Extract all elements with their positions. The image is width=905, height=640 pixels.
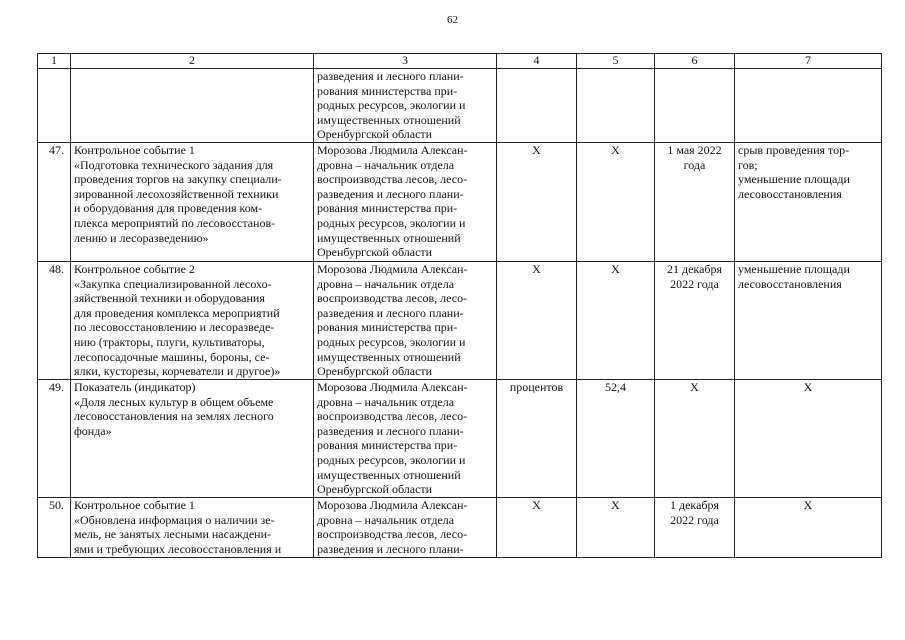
event-name: Контрольное событие 2 «Закупка специализированной лесохо- зяйственной техники и оборудования для проведения комплекса мероприятий по лесовосстановлению и лесоразведе- нию (тракторы, плуги, культиваторы, лесопосадочные машины, бороны, се- ялки, кусторезы, корчеватели и другое)» bbox=[71, 262, 314, 380]
table-row bbox=[38, 143, 882, 262]
risk-cell: Х bbox=[735, 498, 882, 558]
row-number: 50. bbox=[38, 498, 71, 558]
date-cell bbox=[655, 69, 735, 143]
column-header-4: 4 bbox=[497, 54, 577, 69]
unit-cell: Х bbox=[497, 498, 577, 558]
continuation-row bbox=[38, 69, 882, 143]
event-name: Контрольное событие 1 «Обновлена информация о наличии зе- мель, не занятых лесными насаждени- ями и требующих лесовосстановления и bbox=[71, 498, 314, 558]
header-row bbox=[38, 54, 882, 69]
date-cell: Х bbox=[655, 380, 735, 498]
date-cell: 1 мая 2022 года bbox=[655, 143, 735, 262]
plan-table bbox=[37, 53, 882, 558]
value-cell: Х bbox=[577, 143, 655, 262]
risk-cell: уменьшение площади лесовосстановления bbox=[735, 262, 882, 380]
responsible-person: Морозова Людмила Алексан- дровна – начальник отдела воспроизводства лесов, лесо- разведения и лесного плани- рования министерства при- родных ресурсов, экологии и имущественных отношений Оренбургской области bbox=[314, 380, 497, 498]
table-row bbox=[38, 262, 882, 380]
event-name: Показатель (индикатор) «Доля лесных культур в общем объеме лесовосстановления на землях лесного фонда» bbox=[71, 380, 314, 498]
value-cell: Х bbox=[577, 498, 655, 558]
risk-cell: Х bbox=[735, 380, 882, 498]
table-row bbox=[38, 380, 882, 498]
date-cell: 21 декабря 2022 года bbox=[655, 262, 735, 380]
risk-cell: срыв проведения тор- гов; уменьшение площади лесовосстановления bbox=[735, 143, 882, 262]
date-cell: 1 декабря 2022 года bbox=[655, 498, 735, 558]
responsible-person: Морозова Людмила Алексан- дровна – начальник отдела воспроизводства лесов, лесо- разведения и лесного плани- рования министерства при- родных ресурсов, экологии и имущественных отношений Оренбургской области bbox=[314, 262, 497, 380]
unit-cell: процентов bbox=[497, 380, 577, 498]
row-number: 49. bbox=[38, 380, 71, 498]
table-row bbox=[38, 498, 882, 558]
risk-cell bbox=[735, 69, 882, 143]
column-header-7: 7 bbox=[735, 54, 882, 69]
column-header-6: 6 bbox=[655, 54, 735, 69]
row-number: 48. bbox=[38, 262, 71, 380]
responsible-person: Морозова Людмила Алексан- дровна – начальник отдела воспроизводства лесов, лесо- разведения и лесного плани- bbox=[314, 498, 497, 558]
value-cell bbox=[577, 69, 655, 143]
event-name bbox=[71, 69, 314, 143]
responsible-person: Морозова Людмила Алексан- дровна – начальник отдела воспроизводства лесов, лесо- разведения и лесного плани- рования министерства при- родных ресурсов, экологии и имущественных отношений Оренбургской области bbox=[314, 143, 497, 262]
row-number bbox=[38, 69, 71, 143]
page-number: 62 bbox=[447, 14, 458, 26]
unit-cell: Х bbox=[497, 262, 577, 380]
value-cell: Х bbox=[577, 262, 655, 380]
column-header-1: 1 bbox=[38, 54, 71, 69]
unit-cell: Х bbox=[497, 143, 577, 262]
responsible-person: разведения и лесного плани- рования министерства при- родных ресурсов, экологии и имущественных отношений Оренбургской области bbox=[314, 69, 497, 143]
column-header-2: 2 bbox=[71, 54, 314, 69]
value-cell: 52,4 bbox=[577, 380, 655, 498]
row-number: 47. bbox=[38, 143, 71, 262]
column-header-5: 5 bbox=[577, 54, 655, 69]
event-name: Контрольное событие 1 «Подготовка технического задания для проведения торгов на закупку специали- зированной лесохозяйственной техники и оборудования для проведения ком- плекса мероприятий по лесовосстанов- лению и лесоразведению» bbox=[71, 143, 314, 262]
column-header-3: 3 bbox=[314, 54, 497, 69]
unit-cell bbox=[497, 69, 577, 143]
